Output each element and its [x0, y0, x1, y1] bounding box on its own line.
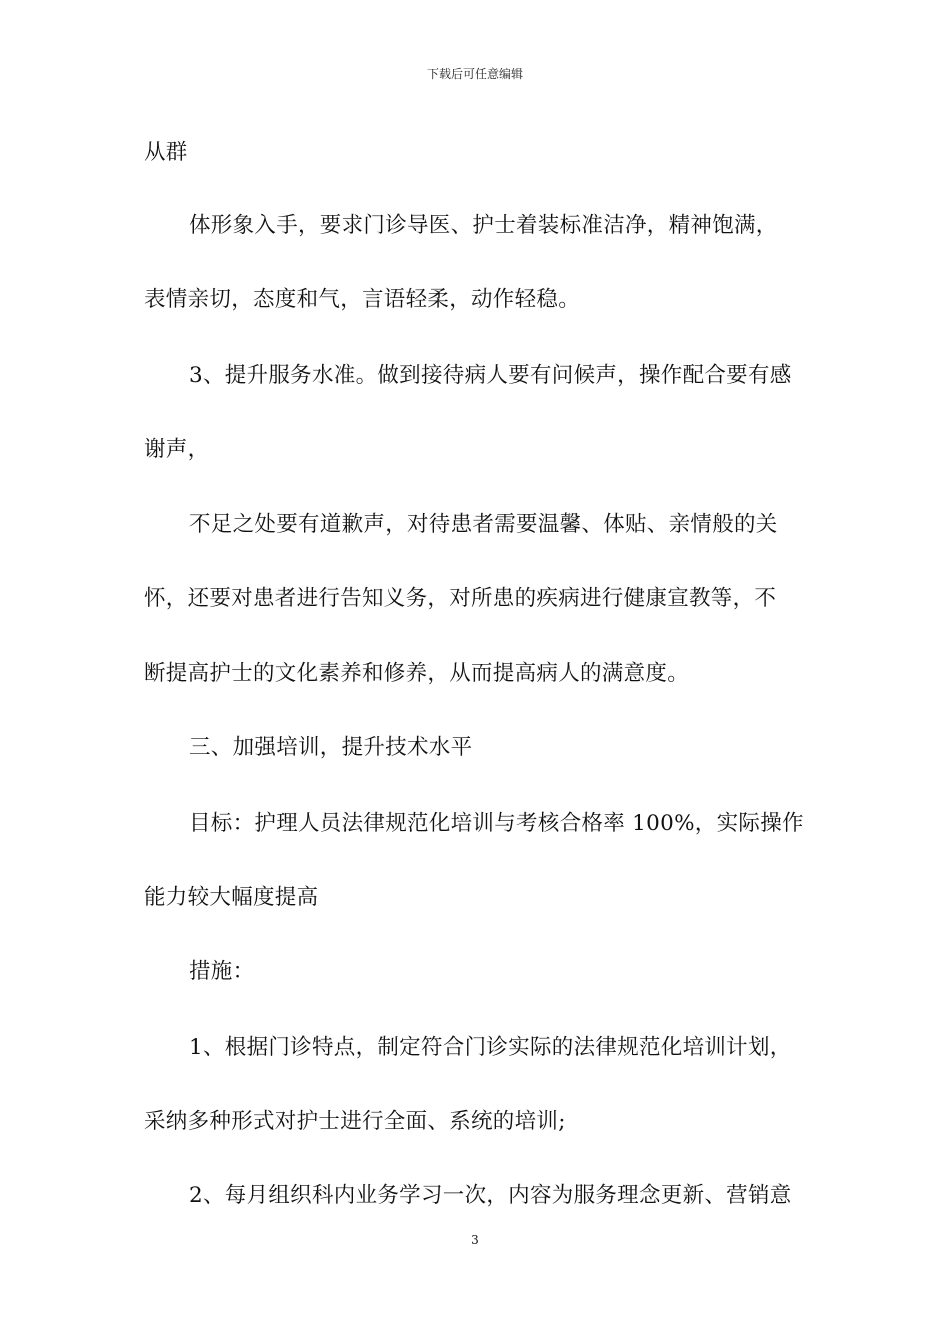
body-line-3: 表情亲切，态度和气，言语轻柔，动作轻稳。 — [144, 287, 581, 312]
body-line-14: 采纳多种形式对护士进行全面、系统的培训; — [144, 1109, 566, 1134]
body-line-7: 怀，还要对患者进行告知义务，对所患的疾病进行健康宣教等，不 — [144, 586, 777, 611]
body-line-6: 不足之处要有道歉声，对待患者需要温馨、体贴、亲情般的关 — [189, 512, 778, 537]
body-line-12: 措施： — [189, 959, 255, 984]
body-line-5: 谢声， — [144, 437, 210, 462]
page-number: 3 — [471, 1233, 479, 1247]
body-line-4: 3、提升服务水准。做到接待病人要有问候声，操作配合要有感 — [189, 363, 792, 388]
body-line-8: 断提高护士的文化素养和修养，从而提高病人的满意度。 — [144, 661, 690, 686]
body-line-10: 目标：护理人员法律规范化培训与考核合格率 100%，实际操作 — [189, 811, 804, 836]
body-line-13: 1、根据门诊特点，制定符合门诊实际的法律规范化培训计划， — [189, 1035, 792, 1060]
body-line-2: 体形象入手，要求门诊导医、护士着装标准洁净，精神饱满， — [189, 213, 778, 238]
section-heading: 三、加强培训，提升技术水平 — [189, 735, 473, 760]
body-line-15: 2、每月组织科内业务学习一次，内容为服务理念更新、营销意 — [189, 1183, 792, 1208]
body-line-11: 能力较大幅度提高 — [144, 885, 319, 910]
body-line-1: 从群 — [144, 140, 188, 165]
page-header: 下载后可任意编辑 — [426, 67, 523, 81]
